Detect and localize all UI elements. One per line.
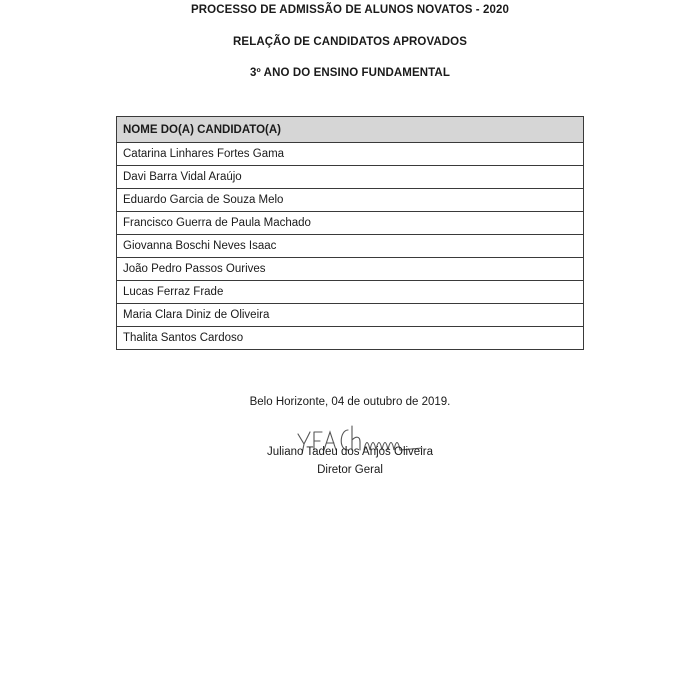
document-subtitle: RELAÇÃO DE CANDIDATOS APROVADOS bbox=[233, 36, 467, 48]
table-row bbox=[117, 235, 584, 258]
candidate-name: Francisco Guerra de Paula Machado bbox=[117, 212, 584, 235]
candidate-name: Thalita Santos Cardoso bbox=[117, 327, 584, 350]
table-row bbox=[117, 166, 584, 189]
table-row bbox=[117, 143, 584, 166]
place-and-date: Belo Horizonte, 04 de outubro de 2019. bbox=[249, 396, 451, 408]
candidate-name: João Pedro Passos Ourives bbox=[117, 258, 584, 281]
table-header-row bbox=[117, 117, 584, 143]
table-row bbox=[117, 281, 584, 304]
table-row bbox=[117, 258, 584, 281]
grade-level-heading: 3º ANO DO ENSINO FUNDAMENTAL bbox=[250, 67, 450, 79]
signer-role: Diretor Geral bbox=[317, 464, 383, 476]
table-row bbox=[117, 304, 584, 327]
candidate-name: Lucas Ferraz Frade bbox=[117, 281, 584, 304]
column-header-candidate-name: NOME DO(A) CANDIDATO(A) bbox=[117, 117, 584, 143]
candidate-name: Giovanna Boschi Neves Isaac bbox=[117, 235, 584, 258]
signer-name: Juliano Tadeu dos Anjos Oliveira bbox=[266, 446, 433, 458]
document-title: PROCESSO DE ADMISSÃO DE ALUNOS NOVATOS - 2020 bbox=[190, 4, 510, 16]
candidate-name: Davi Barra Vidal Araújo bbox=[117, 166, 584, 189]
table-row bbox=[117, 212, 584, 235]
candidate-name: Catarina Linhares Fortes Gama bbox=[117, 143, 584, 166]
table-row bbox=[117, 189, 584, 212]
candidate-name: Maria Clara Diniz de Oliveira bbox=[117, 304, 584, 327]
candidate-name: Eduardo Garcia de Souza Melo bbox=[117, 189, 584, 212]
table-row bbox=[117, 327, 584, 350]
approved-candidates-table bbox=[116, 116, 584, 350]
